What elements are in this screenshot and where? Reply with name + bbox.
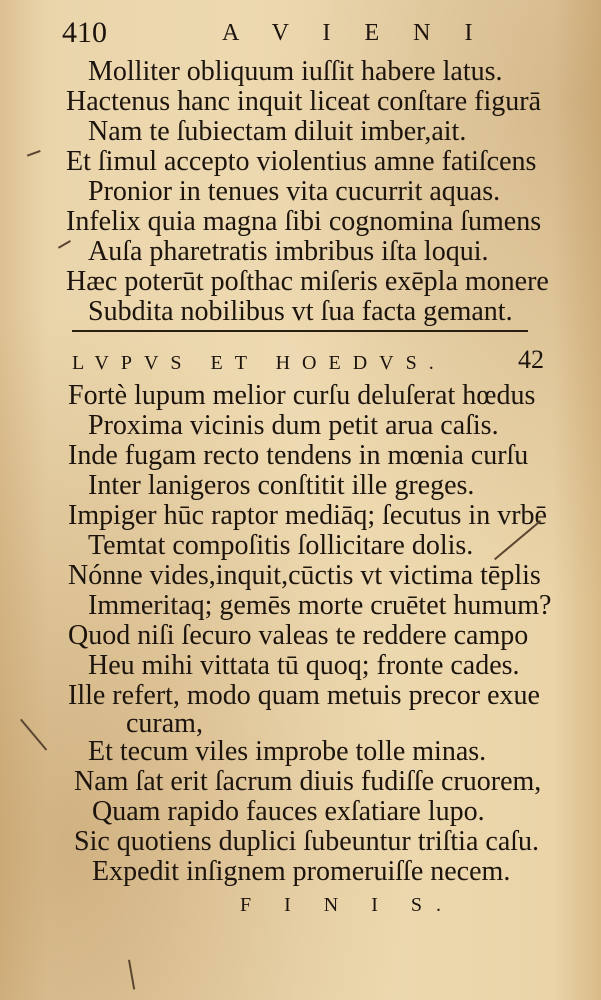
fable-number: 42	[518, 345, 544, 374]
verse-line: Hæc poterūt poſthac miſeris exēpla monere	[66, 266, 549, 297]
verse-line: Inter lanigeros conſtitit ille greges.	[88, 470, 475, 501]
verse-line: Proxima vicinis dum petit arua caſis.	[88, 410, 499, 441]
verse-line: Expedit inſignem promeruiſſe necem.	[92, 856, 511, 887]
verse-line: Subdita nobilibus vt ſua facta gemant.	[88, 296, 513, 327]
margin-mark	[58, 240, 71, 249]
verse-line: Hactenus hanc inquit liceat conſtare figurā	[66, 86, 542, 117]
section-rule	[72, 330, 528, 332]
margin-mark	[20, 719, 47, 751]
page-number: 410	[62, 16, 107, 49]
verse-line: Quam rapido fauces exſatiare lupo.	[92, 796, 485, 827]
verse-line: Et ſimul accepto violentius amne fatiſcens	[66, 146, 537, 177]
verse-line: Fortè lupum melior curſu deluſerat hœdus	[68, 380, 536, 411]
verse-line: curam,	[126, 708, 203, 739]
verse-line: Nam ſat erit ſacrum diuis fudiſſe cruorem,	[74, 766, 542, 797]
verse-line: Inde fugam recto tendens in mœnia curſu	[68, 440, 529, 471]
verse-line: Sic quotiens duplici ſubeuntur triſtia caſu.	[74, 826, 540, 857]
verse-line: Ille refert, modo quam metuis precor exue	[68, 680, 540, 711]
verse-line: Temtat compoſitis ſollicitare dolis.	[88, 530, 474, 561]
verse-line: Nam te ſubiectam diluit imber,ait.	[88, 116, 467, 147]
verse-line: Auſa pharetratis imbribus iſta loqui.	[88, 236, 489, 267]
verse-line: Quod niſi ſecuro valeas te reddere campo	[68, 620, 529, 651]
verse-line: Heu mihi vittata tū quoq; fronte cades.	[88, 650, 520, 681]
verse-line: Nónne vides,inquit,cūctis vt victima tēplis	[68, 560, 541, 591]
finis-colophon: F I N I S.	[240, 894, 456, 916]
margin-mark	[27, 150, 41, 157]
margin-mark	[128, 960, 135, 990]
page-header	[62, 16, 561, 52]
verse-line: Et tecum viles improbe tolle minas.	[88, 736, 487, 767]
verse-line: Impiger hūc raptor mediāq; ſecutus in vrbē	[68, 500, 547, 531]
verse-line: Molliter obliquum iuſſit habere latus.	[88, 56, 503, 87]
verse-line: Infelix quia magna ſibi cognomina ſumens	[66, 206, 542, 237]
fable-title: LVPVS ET HOEDVS.	[72, 352, 446, 374]
verse-line: Immeritaq; gemēs morte cruētet humum?	[88, 590, 552, 621]
running-head: A V I E N I	[222, 20, 487, 46]
verse-line: Pronior in tenues vita cucurrit aquas.	[88, 176, 501, 207]
